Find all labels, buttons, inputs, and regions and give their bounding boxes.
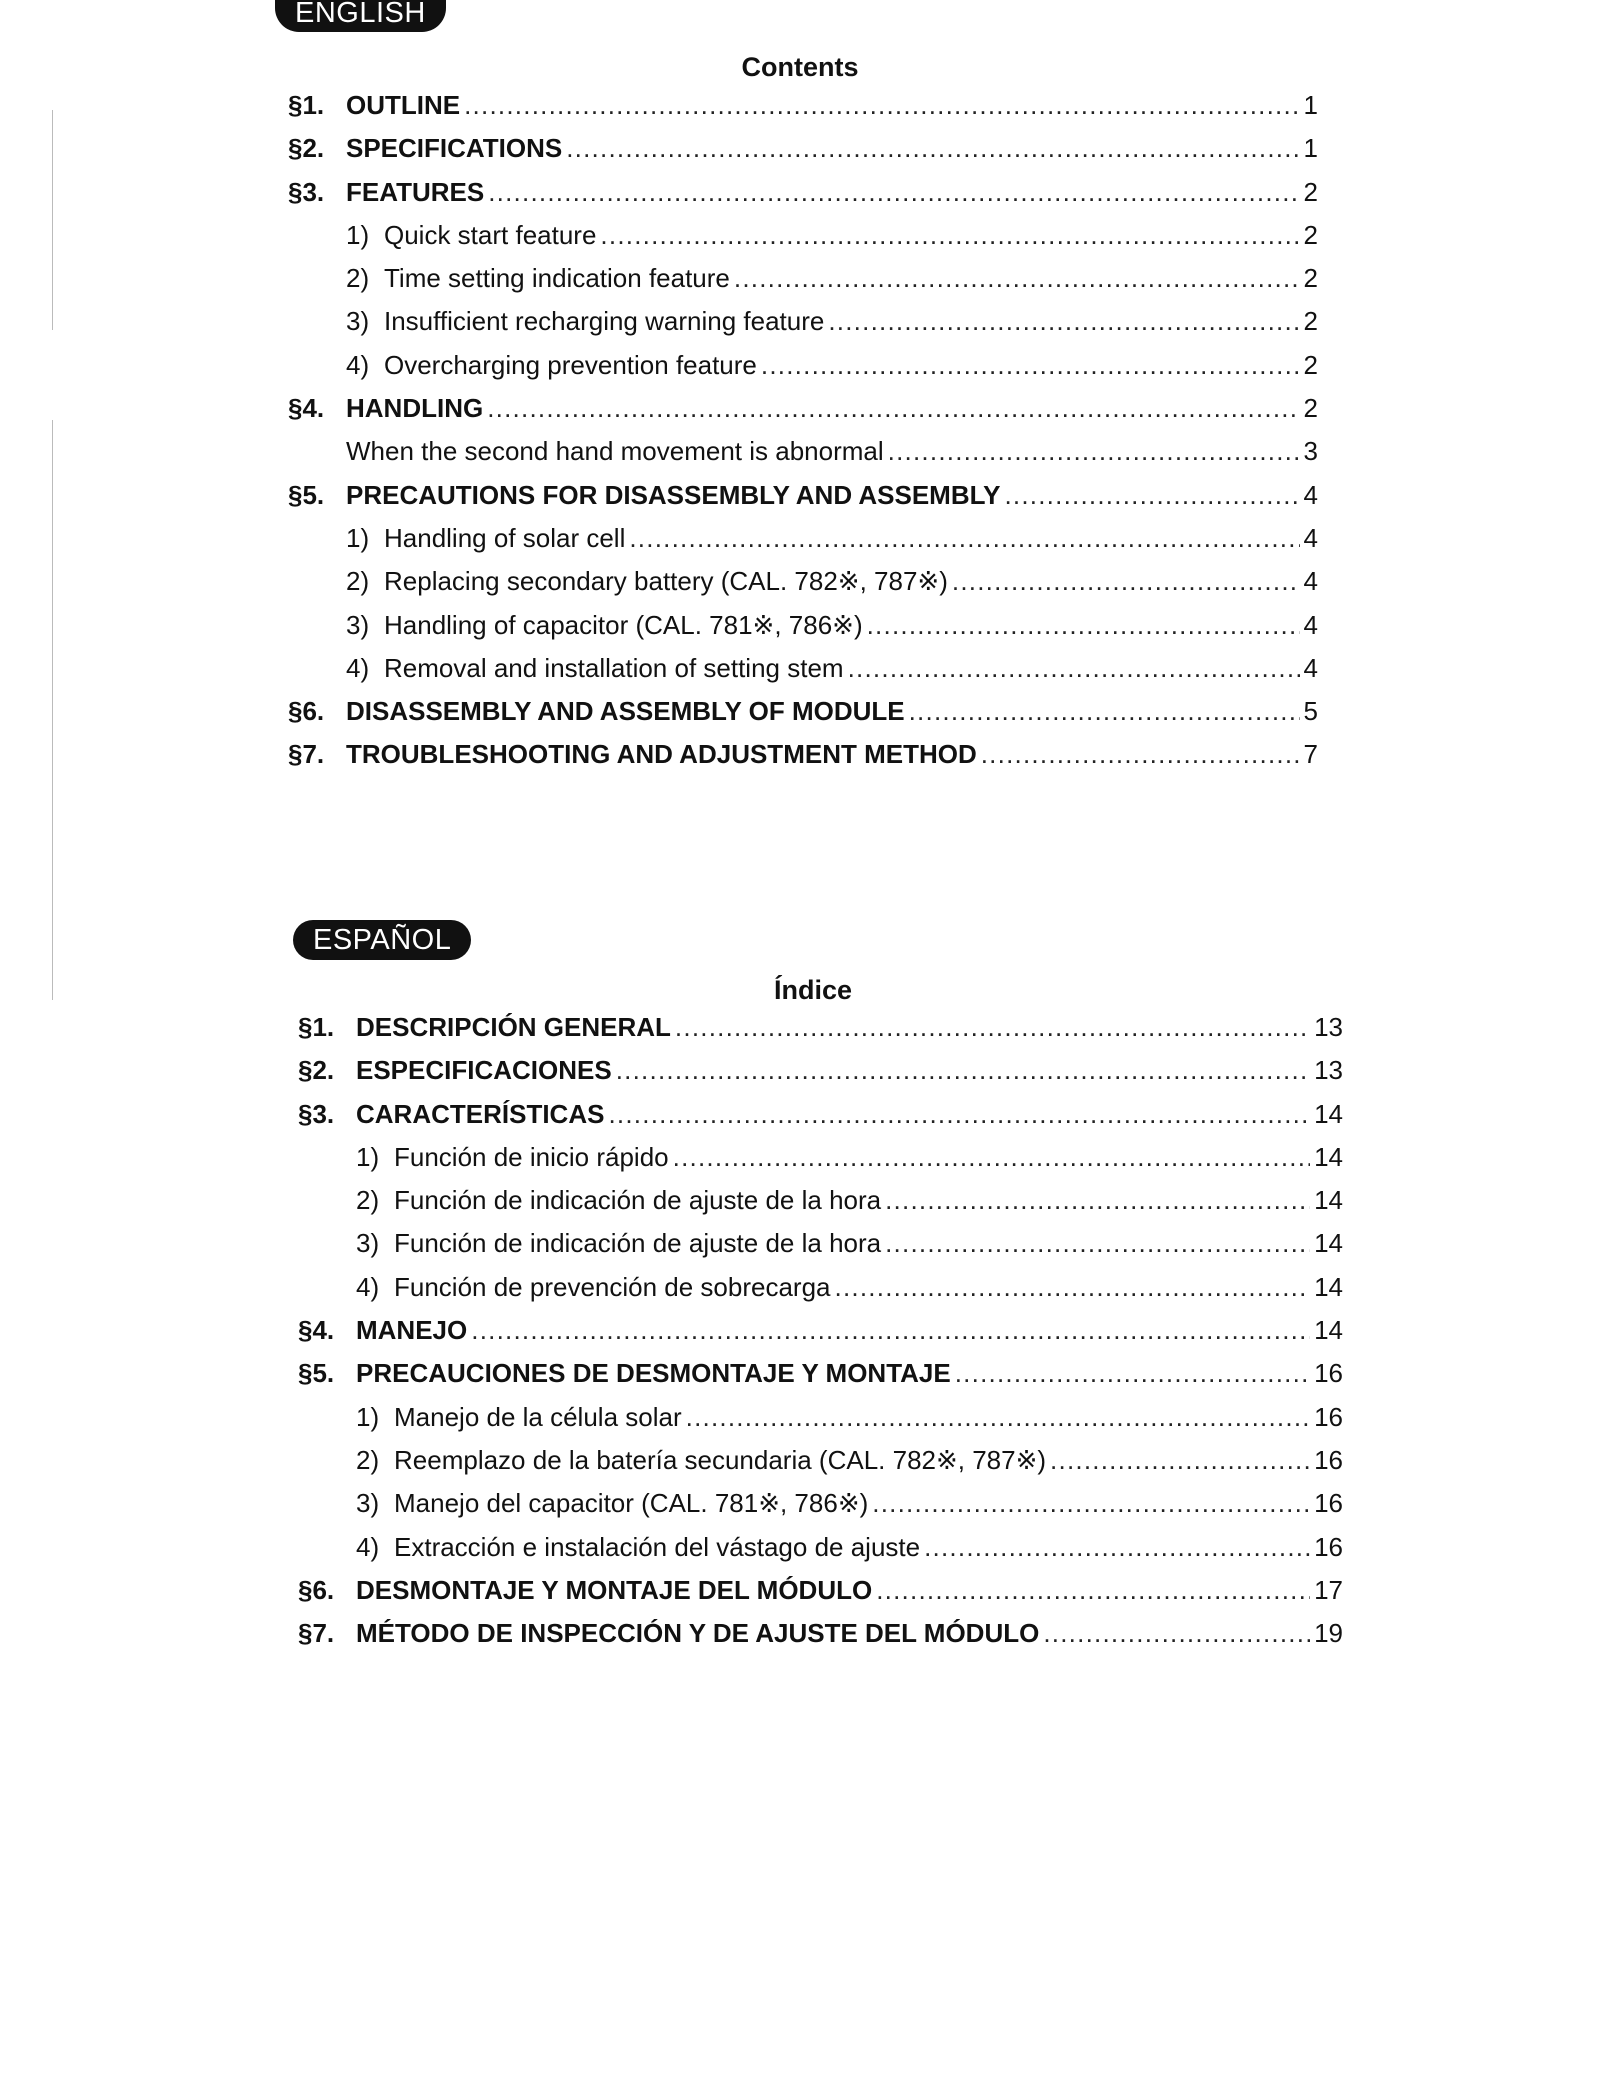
- toc-entry: [298, 1618, 1343, 1661]
- toc-entry-number: 2): [356, 1444, 380, 1475]
- toc-entry: [298, 1488, 1343, 1531]
- dot-leader: [616, 1055, 1310, 1086]
- toc-entry-label: Función de inicio rápido: [394, 1141, 669, 1172]
- toc-entry: [288, 523, 1318, 566]
- toc-entry-label: FEATURES: [346, 176, 485, 207]
- dot-leader: [1004, 480, 1299, 511]
- toc-entry-number: 4): [356, 1531, 380, 1562]
- dot-leader: [464, 90, 1299, 121]
- toc-entry-page-number: 14: [1314, 1315, 1343, 1346]
- dot-leader: [608, 1099, 1310, 1130]
- toc-entry: [288, 393, 1318, 436]
- toc-entry-number: 1): [346, 522, 370, 553]
- toc-entry-page-number: 2: [1303, 263, 1318, 294]
- toc-entry-number: §5.: [288, 479, 325, 510]
- toc-entry-number: 2): [346, 566, 370, 597]
- toc-entry: [288, 133, 1318, 176]
- dot-leader: [885, 1228, 1310, 1259]
- toc-entry-number: 1): [346, 219, 370, 250]
- toc-entry-page-number: 2: [1303, 349, 1318, 380]
- toc-entry: [288, 350, 1318, 393]
- toc-entry-label: Extracción e instalación del vástago de ajuste: [394, 1531, 921, 1562]
- language-badge-english: ENGLISH: [275, 0, 446, 32]
- toc-entry-label: DESCRIPCIÓN GENERAL: [356, 1012, 671, 1042]
- toc-entry-label: HANDLING: [346, 393, 484, 424]
- toc-entry-label: DESMONTAJE Y MONTAJE DEL MÓDULO: [356, 1574, 873, 1605]
- dot-leader: [1043, 1618, 1310, 1649]
- toc-entry-page-number: 1: [1303, 90, 1318, 120]
- dot-leader: [848, 653, 1300, 684]
- toc-entry: [298, 1228, 1343, 1271]
- toc-entry-page-number: 2: [1303, 393, 1318, 424]
- dot-leader: [952, 566, 1300, 597]
- dot-leader: [888, 436, 1300, 467]
- dot-leader: [867, 610, 1300, 641]
- dot-leader: [734, 263, 1300, 294]
- toc-entry: [298, 1099, 1343, 1142]
- toc-entry: [288, 610, 1318, 653]
- toc-entry-label: PRECAUTIONS FOR DISASSEMBLY AND ASSEMBLY: [346, 479, 1001, 510]
- toc-entry-label: TROUBLESHOOTING AND ADJUSTMENT METHOD: [346, 739, 977, 770]
- toc-entry-number: 4): [346, 349, 370, 380]
- table-of-contents-spanish: [298, 1012, 1343, 1661]
- toc-entry: [298, 1185, 1343, 1228]
- table-of-contents-english: [288, 90, 1318, 783]
- toc-entry-label: Handling of capacitor (CAL. 781※, 786※): [384, 609, 863, 640]
- toc-entry: [298, 1315, 1343, 1358]
- toc-entry-label: Reemplazo de la batería secundaria (CAL. 782※, 787※): [394, 1444, 1047, 1475]
- dot-leader: [1050, 1445, 1310, 1476]
- toc-entry-label: Función de indicación de ajuste de la hora: [394, 1228, 882, 1259]
- toc-entry-number: 3): [346, 609, 370, 640]
- language-badge-spanish: ESPAÑOL: [293, 920, 471, 960]
- toc-entry-page-number: 16: [1314, 1358, 1343, 1389]
- toc-entry-page-number: 4: [1303, 609, 1318, 640]
- toc-entry-label: Handling of solar cell: [384, 522, 626, 553]
- toc-entry-number: 3): [346, 306, 370, 337]
- dot-leader: [885, 1185, 1310, 1216]
- toc-entry-number: §3.: [298, 1098, 335, 1129]
- toc-entry-label: Función de indicación de ajuste de la hora: [394, 1185, 882, 1216]
- dot-leader: [835, 1272, 1311, 1303]
- toc-entry: [298, 1272, 1343, 1315]
- toc-entry: [288, 739, 1318, 782]
- toc-entry-page-number: 7: [1303, 739, 1318, 770]
- toc-entry-label: PRECAUCIONES DE DESMONTAJE Y MONTAJE: [356, 1358, 951, 1389]
- toc-entry-number: §7.: [298, 1618, 335, 1649]
- toc-entry-label: Overcharging prevention feature: [384, 349, 757, 380]
- toc-entry-page-number: 14: [1314, 1271, 1343, 1302]
- contents-title: Contents: [741, 52, 859, 82]
- toc-entry-page-number: 4: [1303, 652, 1318, 683]
- toc-entry-number: 1): [356, 1401, 380, 1432]
- toc-entry: [288, 177, 1318, 220]
- toc-entry-number: §4.: [288, 393, 325, 424]
- dot-leader: [600, 220, 1299, 251]
- toc-entry: [288, 436, 1318, 479]
- toc-entry: [298, 1012, 1343, 1055]
- toc-entry-page-number: 14: [1314, 1098, 1343, 1129]
- toc-entry-page-number: 14: [1314, 1141, 1343, 1172]
- dot-leader: [761, 350, 1300, 381]
- toc-entry-page-number: 1: [1303, 133, 1318, 164]
- toc-entry-number: §2.: [288, 133, 325, 164]
- dot-leader: [471, 1315, 1310, 1346]
- toc-entry-label: Función de prevención de sobrecarga: [394, 1271, 831, 1302]
- dot-leader: [686, 1402, 1310, 1433]
- toc-entry: [298, 1532, 1343, 1575]
- toc-entry-page-number: 4: [1303, 566, 1318, 597]
- toc-entry-page-number: 14: [1314, 1185, 1343, 1216]
- toc-entry-number: §5.: [298, 1358, 335, 1389]
- toc-entry: [288, 220, 1318, 263]
- toc-entry-number: §6.: [298, 1574, 335, 1605]
- toc-entry-label: MÉTODO DE INSPECCIÓN Y DE AJUSTE DEL MÓDULO: [356, 1618, 1040, 1649]
- toc-entry-number: 4): [346, 652, 370, 683]
- toc-entry: [298, 1402, 1343, 1445]
- dot-leader: [629, 523, 1299, 554]
- toc-entry-page-number: 16: [1314, 1488, 1343, 1519]
- toc-entry: [298, 1358, 1343, 1401]
- dot-leader: [924, 1532, 1310, 1563]
- toc-entry-page-number: 3: [1303, 436, 1318, 467]
- toc-entry-page-number: 17: [1314, 1574, 1343, 1605]
- toc-entry-label: Replacing secondary battery (CAL. 782※, 787※): [384, 566, 948, 597]
- toc-entry: [288, 306, 1318, 349]
- toc-entry-label: SPECIFICATIONS: [346, 133, 563, 164]
- toc-entry-label: Insufficient recharging warning feature: [384, 306, 825, 337]
- toc-entry: [298, 1142, 1343, 1185]
- toc-entry: [288, 263, 1318, 306]
- dot-leader: [981, 739, 1300, 770]
- toc-entry-number: §1.: [298, 1012, 335, 1042]
- toc-entry-label: When the second hand movement is abnormal: [346, 436, 884, 467]
- dot-leader: [876, 1575, 1310, 1606]
- dot-leader: [828, 306, 1299, 337]
- toc-entry-page-number: 16: [1314, 1531, 1343, 1562]
- toc-entry-page-number: 19: [1314, 1618, 1343, 1649]
- toc-entry: [288, 696, 1318, 739]
- toc-entry-page-number: 2: [1303, 176, 1318, 207]
- toc-entry: [298, 1575, 1343, 1618]
- toc-entry-label: Manejo del capacitor (CAL. 781※, 786※): [394, 1488, 869, 1519]
- toc-entry-number: §1.: [288, 90, 325, 120]
- toc-entry-number: §2.: [298, 1055, 335, 1086]
- toc-entry-page-number: 16: [1314, 1401, 1343, 1432]
- toc-entry: [288, 480, 1318, 523]
- toc-entry-page-number: 14: [1314, 1228, 1343, 1259]
- toc-entry-page-number: 16: [1314, 1444, 1343, 1475]
- toc-entry-page-number: 2: [1303, 219, 1318, 250]
- toc-entry-page-number: 2: [1303, 306, 1318, 337]
- toc-entry-number: §4.: [298, 1315, 335, 1346]
- toc-entry-number: 3): [356, 1228, 380, 1259]
- dot-leader: [675, 1012, 1310, 1043]
- indice-title: Índice: [773, 975, 853, 1005]
- scan-artifact: [52, 110, 53, 330]
- dot-leader: [566, 133, 1299, 164]
- toc-entry-label: ESPECIFICACIONES: [356, 1055, 612, 1086]
- toc-entry-page-number: 5: [1303, 696, 1318, 727]
- toc-entry-number: 1): [356, 1141, 380, 1172]
- dot-leader: [673, 1142, 1310, 1173]
- toc-entry-page-number: 4: [1303, 522, 1318, 553]
- toc-entry-number: §7.: [288, 739, 325, 770]
- toc-entry: [298, 1055, 1343, 1098]
- toc-entry: [288, 90, 1318, 133]
- dot-leader: [487, 393, 1299, 424]
- toc-entry-label: Quick start feature: [384, 219, 597, 250]
- dot-leader: [488, 177, 1299, 208]
- dot-leader: [872, 1488, 1310, 1519]
- toc-entry-number: 2): [346, 263, 370, 294]
- toc-entry-label: Removal and installation of setting stem: [384, 652, 844, 683]
- toc-entry-number: §6.: [288, 696, 325, 727]
- toc-entry-label: OUTLINE: [346, 90, 461, 120]
- toc-entry-number: 3): [356, 1488, 380, 1519]
- dot-leader: [909, 696, 1300, 727]
- dot-leader: [955, 1358, 1310, 1389]
- toc-entry-number: 2): [356, 1185, 380, 1216]
- toc-entry-page-number: 4: [1303, 479, 1318, 510]
- toc-entry-page-number: 13: [1314, 1055, 1343, 1086]
- toc-entry-number: 4): [356, 1271, 380, 1302]
- toc-entry: [288, 653, 1318, 696]
- toc-entry-label: Time setting indication feature: [384, 263, 730, 294]
- toc-entry-number: §3.: [288, 176, 325, 207]
- toc-entry-label: Manejo de la célula solar: [394, 1401, 682, 1432]
- toc-entry: [288, 566, 1318, 609]
- scan-artifact: [52, 420, 53, 1000]
- toc-entry-page-number: 13: [1314, 1012, 1343, 1042]
- toc-entry-label: CARACTERÍSTICAS: [356, 1098, 605, 1129]
- toc-entry: [298, 1445, 1343, 1488]
- toc-entry-label: MANEJO: [356, 1315, 468, 1346]
- toc-entry-label: DISASSEMBLY AND ASSEMBLY OF MODULE: [346, 696, 905, 727]
